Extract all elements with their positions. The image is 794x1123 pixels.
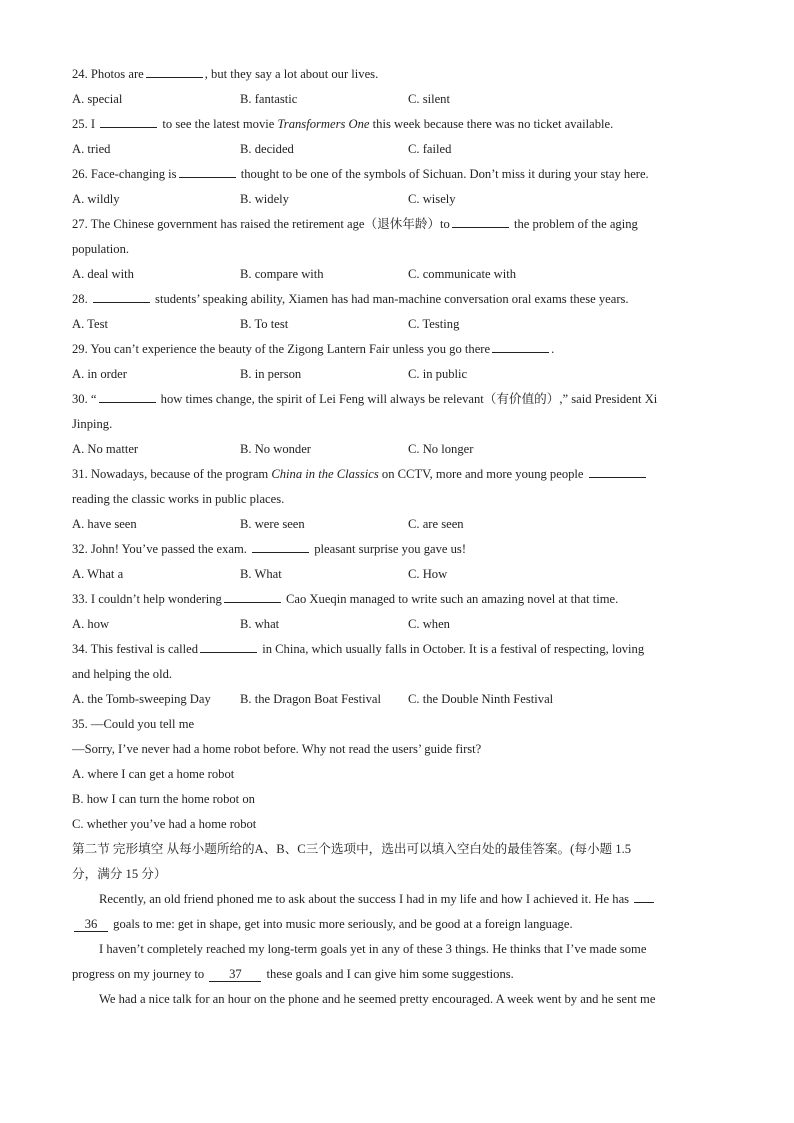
question-27-continued: population. xyxy=(72,242,130,256)
options-31 xyxy=(72,512,724,537)
options-25 xyxy=(72,137,724,162)
question-34-continued: and helping the old. xyxy=(72,667,173,681)
passage-paragraph-2-continued: progress on my journey to 37 these goals and I can give him some suggestions. xyxy=(72,967,514,981)
question-30: 30. “ how times change, the spirit of Lei Feng will always be relevant（有价值的）,” said President Xi xyxy=(72,387,724,412)
answer-blank xyxy=(100,114,157,128)
option-a: A. where I can get a home robot xyxy=(72,767,235,781)
answer-blank xyxy=(452,214,509,228)
option-c: C. in public xyxy=(408,367,468,381)
option-a: A. deal with xyxy=(72,267,134,281)
option-c: C. communicate with xyxy=(408,267,517,281)
question-number: 30. xyxy=(72,392,88,406)
answer-blank xyxy=(179,164,236,178)
answer-blank xyxy=(99,389,156,403)
options-26 xyxy=(72,187,724,212)
option-b: B. how I can turn the home robot on xyxy=(72,792,255,806)
answer-blank xyxy=(200,639,257,653)
option-a: A. how xyxy=(72,617,110,631)
option-c: C. Testing xyxy=(408,317,460,331)
question-29: 29. You can’t experience the beauty of the Zigong Lantern Fair unless you go there . xyxy=(72,337,724,362)
options-34 xyxy=(72,687,724,712)
question-30-continued: Jinping. xyxy=(72,417,113,431)
question-number: 27. xyxy=(72,217,88,231)
option-b: B. decided xyxy=(240,142,294,156)
option-a: A. special xyxy=(72,92,123,106)
option-c: C. the Double Ninth Festival xyxy=(408,692,554,706)
answer-blank xyxy=(93,289,150,303)
options-32 xyxy=(72,562,724,587)
option-b: B. fantastic xyxy=(240,92,298,106)
passage-paragraph-2: I haven’t completely reached my long-term goals yet in any of these 3 things. He thinks that I’ve made some xyxy=(99,942,647,956)
options-29 xyxy=(72,362,724,387)
question-number: 32. xyxy=(72,542,88,556)
question-number: 25. xyxy=(72,117,88,131)
option-a: A. tried xyxy=(72,142,111,156)
options-33 xyxy=(72,612,724,637)
option-b: B. What xyxy=(240,567,282,581)
question-25: 25. I to see the latest movie Transformers One this week because there was no ticket available. xyxy=(72,112,724,137)
question-31: 31. Nowadays, because of the program China in the Classics on CCTV, more and more young people xyxy=(72,462,724,487)
answer-blank xyxy=(589,464,646,478)
option-a: A. No matter xyxy=(72,442,139,456)
options-27 xyxy=(72,262,724,287)
option-a: A. Test xyxy=(72,317,108,331)
passage-paragraph-1-continued: 36 goals to me: get in shape, get into music more seriously, and be good at a foreign language. xyxy=(72,912,724,937)
question-number: 34. xyxy=(72,642,88,656)
question-number: 24. xyxy=(72,67,88,81)
question-35: 35. —Could you tell me xyxy=(72,717,195,731)
question-32: 32. John! You’ve passed the exam. pleasant surprise you gave us! xyxy=(72,537,724,562)
option-c: C. when xyxy=(408,617,450,631)
option-c: C. How xyxy=(408,567,448,581)
options-28 xyxy=(72,312,724,337)
option-a: A. the Tomb-sweeping Day xyxy=(72,692,211,706)
option-a: A. have seen xyxy=(72,517,137,531)
question-number: 26. xyxy=(72,167,88,181)
question-26: 26. Face-changing is thought to be one of the symbols of Sichuan. Don’t miss it during your stay here. xyxy=(72,162,724,187)
option-c: C. silent xyxy=(408,92,450,106)
section-heading-continued: 分，满分 15 分） xyxy=(72,867,167,881)
option-a: A. What a xyxy=(72,567,124,581)
answer-blank xyxy=(492,339,549,353)
option-b: B. were seen xyxy=(240,517,305,531)
option-c: C. whether you’ve had a home robot xyxy=(72,817,257,831)
option-b: B. compare with xyxy=(240,267,324,281)
blank-37: 37 xyxy=(209,967,261,982)
options-24 xyxy=(72,87,724,112)
question-number: 29. xyxy=(72,342,88,356)
answer-blank xyxy=(146,64,203,78)
option-c: C. No longer xyxy=(408,442,474,456)
answer-blank xyxy=(224,589,281,603)
question-number: 33. xyxy=(72,592,88,606)
answer-blank xyxy=(634,902,654,903)
section-heading: 第二节 完形填空 从每小题所给的A、B、C三个选项中，选出可以填入空白处的最佳答案。(每小题 1.5 xyxy=(72,842,632,856)
answer-blank xyxy=(252,539,309,553)
option-c: C. are seen xyxy=(408,517,464,531)
question-number: 31. xyxy=(72,467,88,481)
worksheet-page xyxy=(72,62,724,1012)
option-b: B. the Dragon Boat Festival xyxy=(240,692,381,706)
question-number: 28. xyxy=(72,292,88,306)
passage-paragraph-1: Recently, an old friend phoned me to ask about the success I had in my life and how I achieved it. He has xyxy=(72,887,724,912)
options-30 xyxy=(72,437,724,462)
question-33: 33. I couldn’t help wondering Cao Xueqin managed to write such an amazing novel at that time. xyxy=(72,587,724,612)
blank-36: 36 xyxy=(74,917,108,932)
option-a: A. in order xyxy=(72,367,127,381)
passage-paragraph-3: We had a nice talk for an hour on the phone and he seemed pretty encouraged. A week went by and he sent me xyxy=(99,992,656,1006)
option-c: C. wisely xyxy=(408,192,456,206)
question-31-continued: reading the classic works in public places. xyxy=(72,492,285,506)
option-b: B. No wonder xyxy=(240,442,312,456)
option-b: B. in person xyxy=(240,367,302,381)
program-title: China in the Classics xyxy=(271,467,379,481)
option-b: B. To test xyxy=(240,317,289,331)
question-24: 24. Photos are , but they say a lot about our lives. xyxy=(72,62,724,87)
option-a: A. wildly xyxy=(72,192,120,206)
question-35-reply: —Sorry, I’ve never had a home robot before. Why not read the users’ guide first? xyxy=(72,742,482,756)
question-28: 28. students’ speaking ability, Xiamen has had man-machine conversation oral exams these years. xyxy=(72,287,724,312)
question-34: 34. This festival is called in China, which usually falls in October. It is a festival of respecting, loving xyxy=(72,637,724,662)
question-27: 27. The Chinese government has raised the retirement age（退休年龄）to the problem of the aging xyxy=(72,212,724,237)
option-c: C. failed xyxy=(408,142,452,156)
movie-title: Transformers One xyxy=(277,117,370,131)
option-b: B. widely xyxy=(240,192,289,206)
option-b: B. what xyxy=(240,617,280,631)
